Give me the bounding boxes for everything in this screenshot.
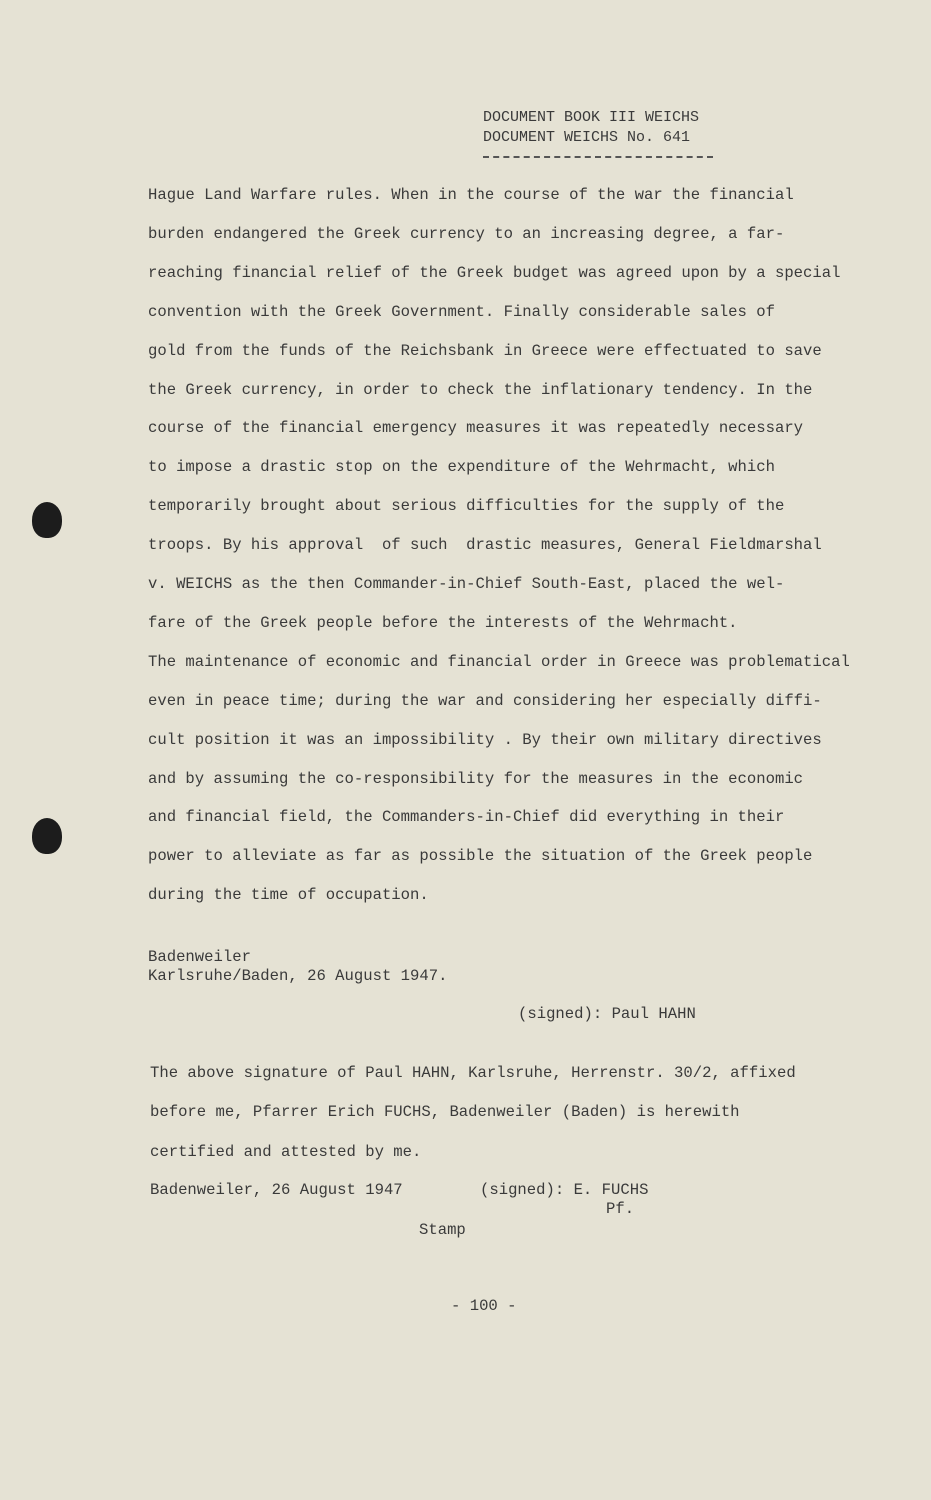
- header-underline: [483, 156, 713, 158]
- signature-hahn: (signed): Paul HAHN: [518, 1005, 696, 1023]
- signature-fuchs: (signed): E. FUCHS: [480, 1181, 649, 1199]
- body-line: during the time of occupation.: [148, 886, 429, 905]
- document-book-header: DOCUMENT BOOK III WEICHS: [483, 109, 700, 126]
- body-line: Hague Land Warfare rules. When in the course of the war the financial: [148, 186, 794, 204]
- body-line: convention with the Greek Government. Finally considerable sales of: [148, 302, 775, 321]
- body-line: course of the financial emergency measures it was repeatedly necessary: [148, 419, 804, 438]
- place-date-line: Karlsruhe/Baden, 26 August 1947.: [148, 967, 448, 985]
- body-line: burden endangered the Greek currency to an increasing degree, a far-: [148, 224, 785, 243]
- body-line: even in peace time; during the war and considering her especially diffi-: [148, 691, 822, 710]
- body-line: and by assuming the co-responsibility for the measures in the economic: [148, 769, 804, 788]
- document-number-header: DOCUMENT WEICHS No. 641: [483, 129, 691, 146]
- punch-hole: [32, 502, 62, 538]
- body-line: temporarily brought about serious difficulties for the supply of the: [148, 497, 785, 516]
- stamp-note: Stamp: [419, 1221, 466, 1239]
- body-line: troops. By his approval of such drastic measures, General Fieldmarshal: [148, 536, 822, 555]
- certification-place-date: Badenweiler, 26 August 1947: [150, 1181, 403, 1199]
- body-line: cult position it was an impossibility . By their own military directives: [148, 730, 822, 749]
- body-line: and financial field, the Commanders-in-Chief did everything in their: [148, 808, 785, 827]
- body-line: reaching financial relief of the Greek budget was agreed upon by a special: [148, 263, 841, 282]
- body-line: gold from the funds of the Reichsbank in Greece were effectuated to save: [148, 341, 822, 360]
- place-line: Badenweiler: [148, 948, 251, 966]
- body-line: The maintenance of economic and financial order in Greece was problematical: [148, 652, 850, 671]
- certification-line: certified and attested by me.: [150, 1143, 422, 1161]
- body-line: the Greek currency, in order to check the inflationary tendency. In the: [148, 380, 813, 399]
- punch-hole: [32, 818, 62, 854]
- page-number: - 100 -: [451, 1297, 517, 1315]
- certification-line: before me, Pfarrer Erich FUCHS, Badenweiler (Baden) is herewith: [150, 1103, 740, 1121]
- body-line: power to alleviate as far as possible the situation of the Greek people: [148, 847, 813, 866]
- signature-fuchs-title: Pf.: [606, 1200, 635, 1218]
- body-line: to impose a drastic stop on the expenditure of the Wehrmacht, which: [148, 458, 775, 477]
- body-line: v. WEICHS as the then Commander-in-Chief South-East, placed the wel-: [148, 575, 785, 593]
- certification-line: The above signature of Paul HAHN, Karlsruhe, Herrenstr. 30/2, affixed: [150, 1064, 796, 1082]
- body-line: fare of the Greek people before the interests of the Wehrmacht.: [148, 613, 738, 632]
